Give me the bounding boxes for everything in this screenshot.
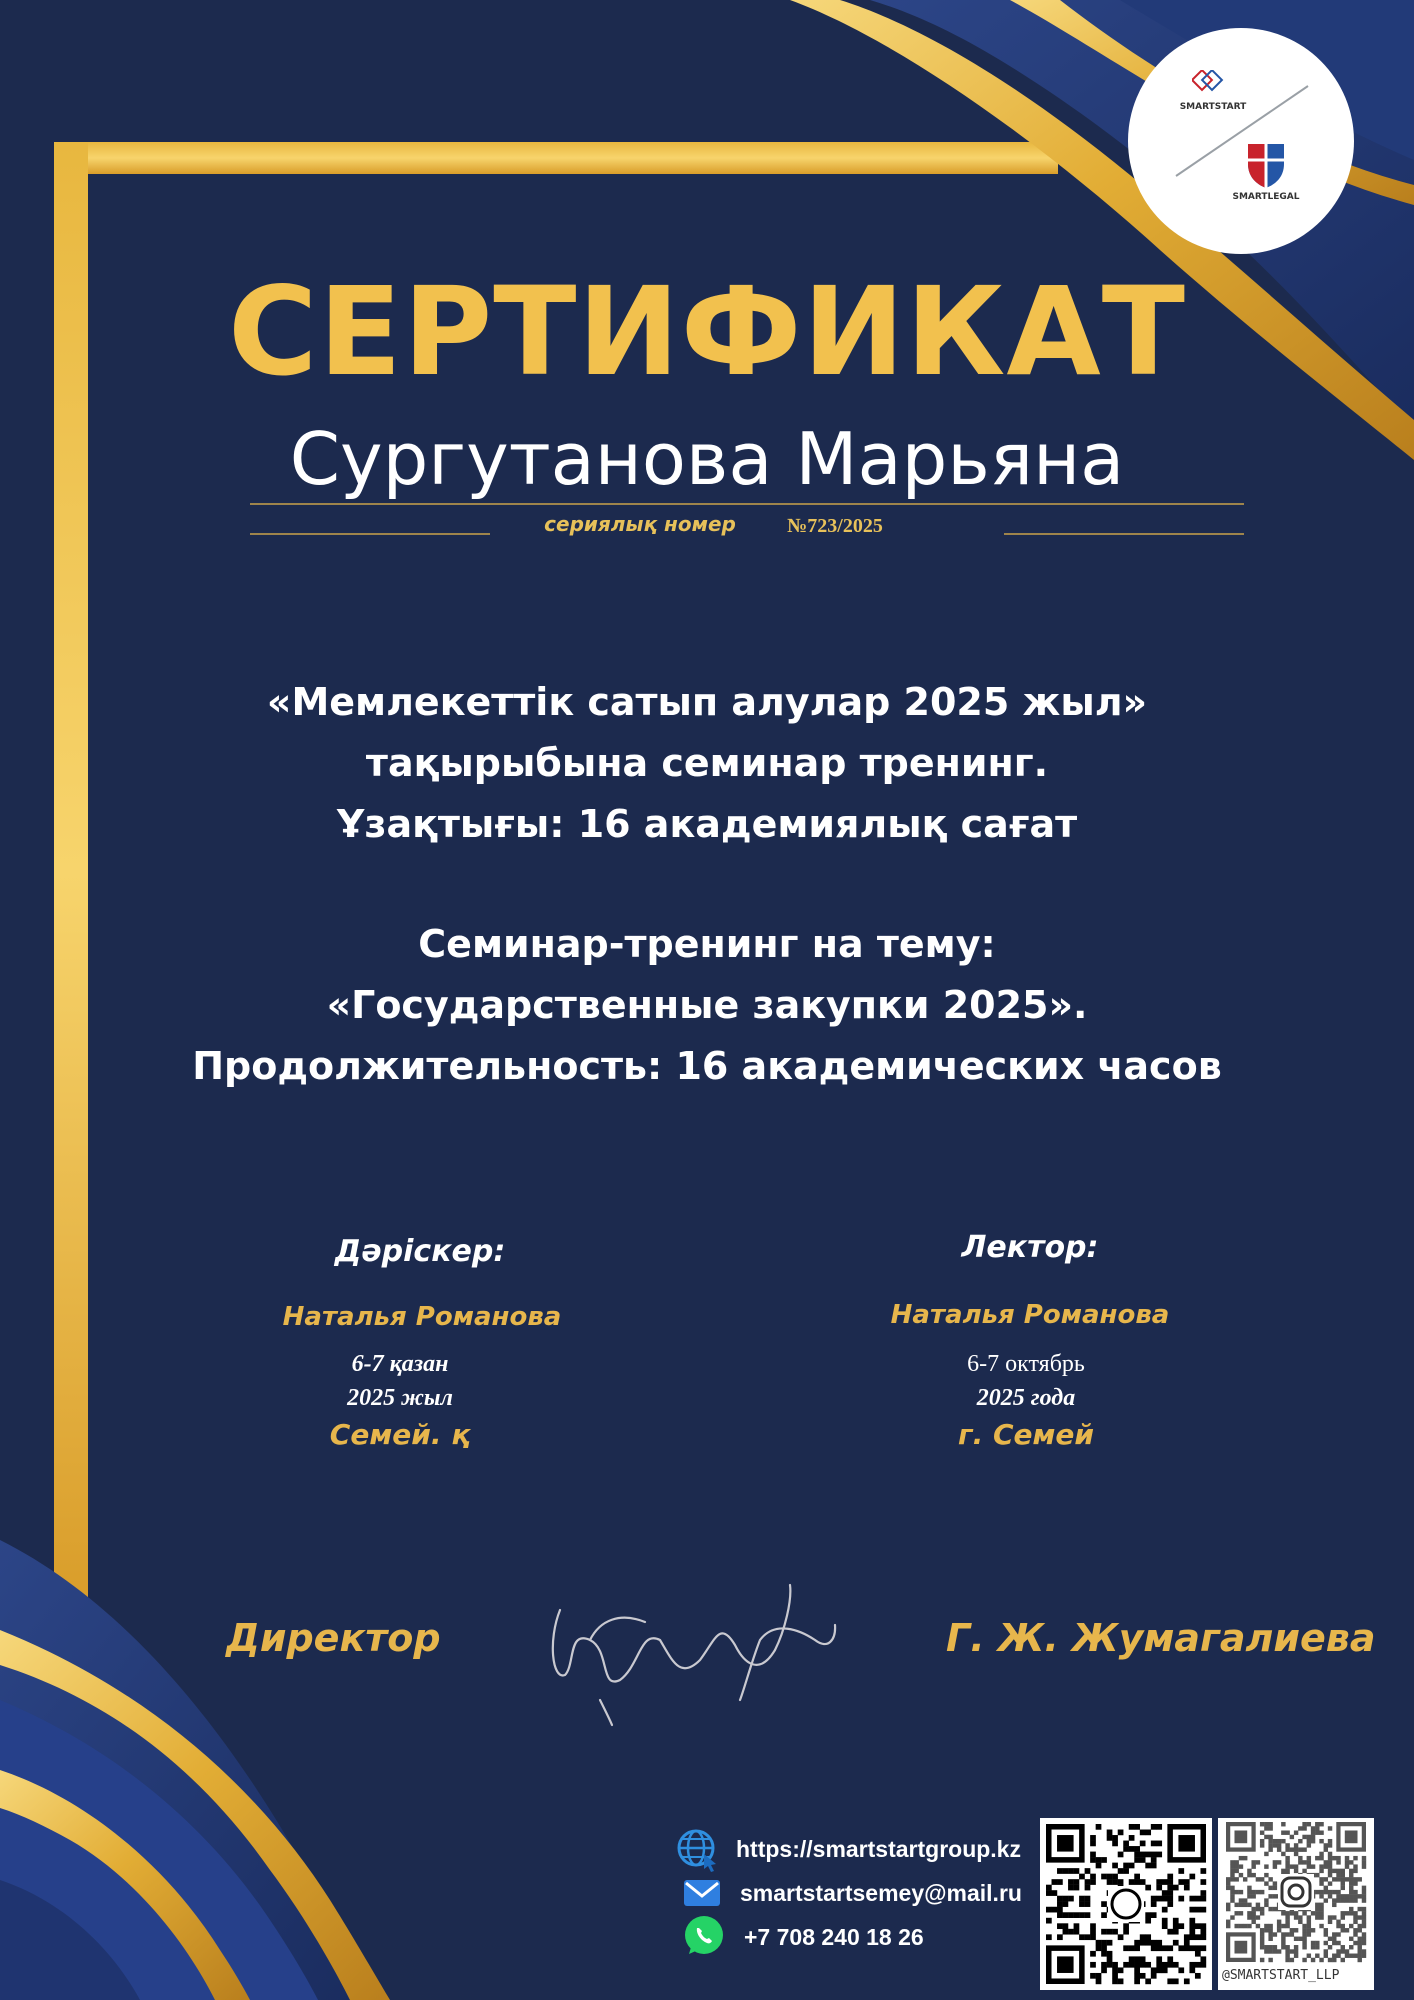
qr-pattern [1218, 1818, 1374, 1964]
serial-label: сериялық номер [544, 512, 736, 536]
smartlegal-logo-text: SMARTLEGAL [1232, 192, 1300, 202]
lecturer-kz-heading: Дәріскер: [334, 1234, 506, 1269]
smartstart-logo-icon [1192, 70, 1226, 94]
bottom-left-waves [0, 1540, 390, 2000]
lecturer-kz-year: 2025 жыл [347, 1385, 453, 1411]
lecturer-kz-name: Наталья Романова [282, 1302, 562, 1332]
lecturer-kz-name-block [172, 1302, 672, 1332]
phone-number[interactable]: +7 708 240 18 26 [744, 1924, 924, 1950]
lecturer-kz-dates: 6-7 қазан [351, 1351, 449, 1377]
logo-badge [1128, 28, 1354, 254]
email-link[interactable]: smartstartsemey@mail.ru [740, 1880, 1022, 1906]
course-kz-line: тақырыбына семинар тренинг. [365, 741, 1049, 785]
instagram-qr-code[interactable] [1218, 1818, 1374, 1990]
lecturer-kz-block [170, 1234, 670, 1269]
course-description-ru [140, 914, 1274, 1097]
globe-icon [676, 1828, 720, 1872]
lecturer-ru-name: Наталья Романова [890, 1300, 1170, 1330]
course-ru-line: Продолжительность: 16 академических часов [192, 1044, 1222, 1088]
director-label: Директор [226, 1616, 441, 1660]
director-signature [553, 1585, 835, 1725]
lecturer-ru-block [780, 1230, 1280, 1265]
lecturer-ru-year: 2025 года [976, 1385, 1076, 1411]
course-ru-line: «Государственные закупки 2025». [326, 983, 1088, 1027]
website-link[interactable]: https://smartstartgroup.kz [736, 1836, 1021, 1862]
qr-pattern [1040, 1818, 1212, 1990]
lecturer-ru-heading: Лектор: [961, 1230, 1099, 1265]
course-description-kz [140, 672, 1274, 855]
whatsapp-icon [682, 1914, 726, 1958]
serial-number: №723/2025 [787, 515, 883, 537]
whatsapp-qr-code[interactable] [1040, 1818, 1212, 1990]
recipient-name: Сургутанова Марьяна [289, 417, 1125, 501]
logo-divider [1128, 28, 1354, 254]
course-kz-line: «Мемлекеттік сатып алулар 2025 жыл» [266, 680, 1148, 724]
instagram-handle: @SMARTSTART_LLP [1222, 1968, 1340, 1983]
lecturer-ru-dates-block [776, 1346, 1276, 1456]
lecturer-ru-city: г. Семей [957, 1418, 1095, 1451]
lecturer-kz-dates-block [150, 1346, 650, 1456]
smartlegal-shield-icon [1244, 140, 1288, 190]
lecturer-ru-dates: 6-7 октябрь [967, 1351, 1085, 1377]
course-kz-line: Ұзақтығы: 16 академиялық сағат [336, 802, 1078, 846]
lecturer-ru-name-block [780, 1300, 1280, 1330]
certificate-title: СЕРТИФИКАТ [227, 261, 1187, 403]
smartstart-logo-text: SMARTSTART [1179, 102, 1247, 112]
director-name: Г. Ж. Жумагалиева [946, 1616, 1376, 1660]
course-ru-line: Семинар-тренинг на тему: [418, 922, 996, 966]
mail-icon [682, 1876, 722, 1910]
lecturer-kz-city: Семей. қ [329, 1418, 471, 1451]
